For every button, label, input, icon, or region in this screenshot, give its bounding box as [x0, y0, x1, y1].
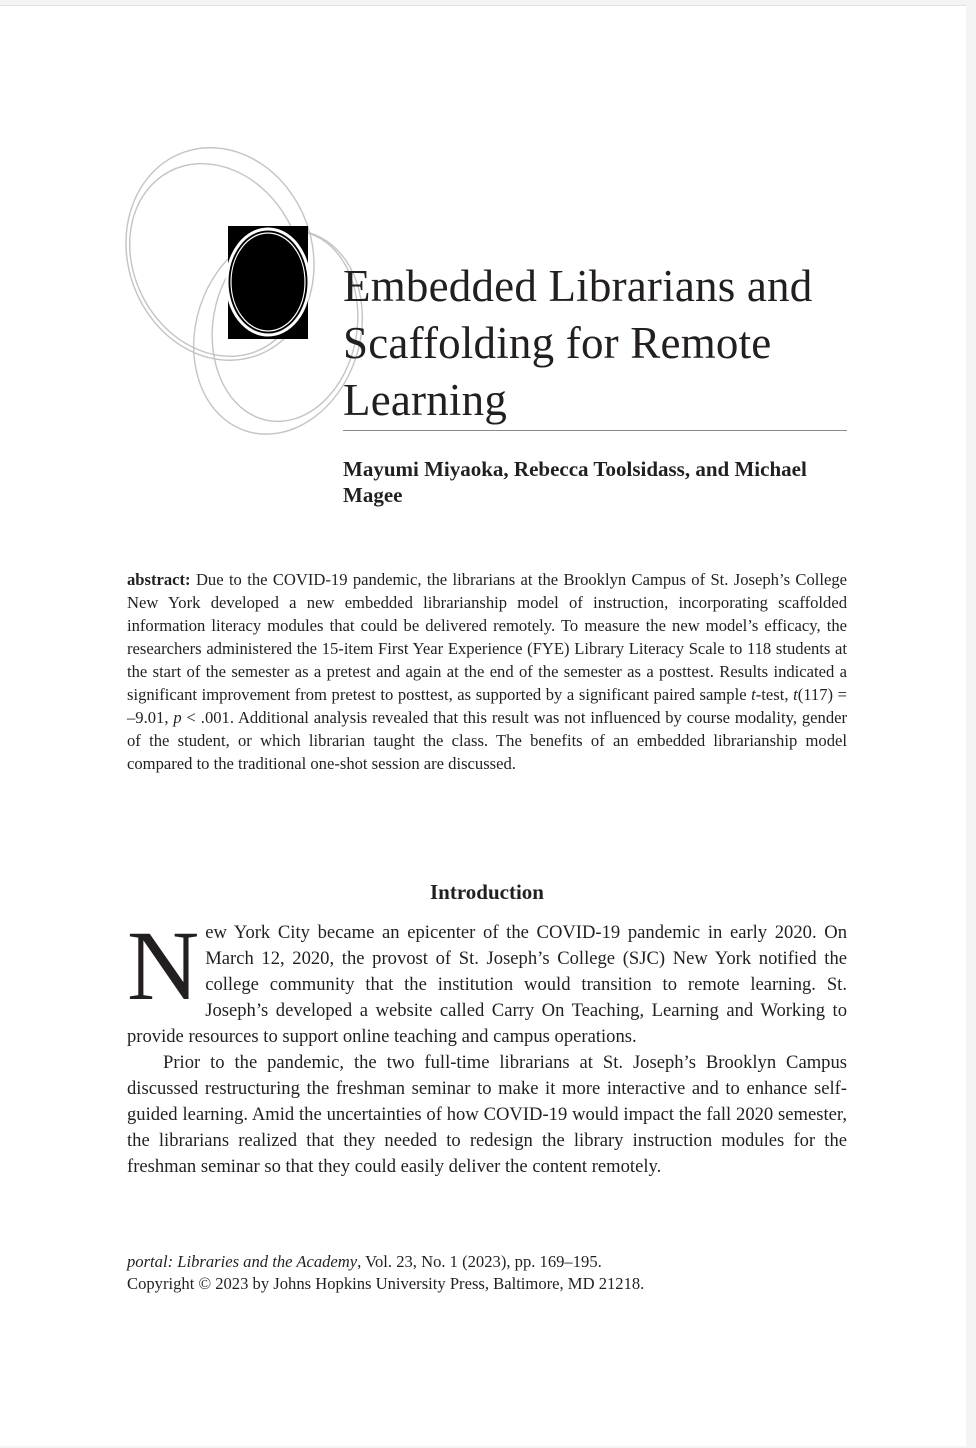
journal-citation — [127, 1251, 847, 1273]
intro-paragraph-1 — [127, 910, 847, 1050]
abstract-label: abstract: — [127, 570, 191, 589]
intro-paragraph-1-text: ew York City became an epicenter of the COVID-19 pandemic in early 2020. On March 12, 2020, the provost of St. Joseph’s College (SJC) New York notified the college community that the institution would transition to remote learning. St. Joseph’s developed a website called Carry On Teaching, Learning and Working to provide resources to support online teaching and campus operations. — [127, 922, 847, 1047]
abstract-text-4: < .001. Additional analysis revealed that this result was not influenced by course modality, gender of the student, or which librarian taught the class. The benefits of an embedded librarianship model compared to the traditional one-shot session are discussed. — [127, 708, 848, 773]
abstract-p-italic: p — [173, 708, 182, 727]
introduction-body — [127, 910, 847, 1180]
article-title: Embedded Librarians and Scaffolding for Remote Learning — [343, 261, 813, 425]
title-divider — [343, 430, 847, 431]
article-authors: Mayumi Miyaoka, Rebecca Toolsidass, and Michael Magee — [343, 457, 807, 507]
citation-footer — [127, 1251, 847, 1295]
abstract-text-1: Due to the COVID-19 pandemic, the librarians at the Brooklyn Campus of St. Joseph’s College New York developed a new embedded librarianship model of instruction, incorporating scaffolded information literacy modules that could be delivered remotely. To measure the new model’s efficacy, the researchers administered the 15-item First Year Experience (FYE) Library Literacy Scale to 118 students at the start of the semester as a pretest and again at the end of the semester as a posttest. Results indicated a significant improvement from pretest to posttest, as supported by a significant paired sample — [127, 570, 847, 704]
abstract-t-italic: t — [751, 685, 756, 704]
journal-name: portal: Libraries and the Academy — [127, 1252, 358, 1271]
article-page — [0, 5, 966, 1446]
intro-paragraph-2: Prior to the pandemic, the two full-time librarians at St. Joseph’s Brooklyn Campus discussed restructuring the freshman seminar to make it more interactive and to enhance self-guided learning. Amid the uncertainties of how COVID-19 would impact the fall 2020 semester, the librarians realized that they needed to redesign the library instruction modules for the freshman seminar so that they could easily deliver the content remotely. — [127, 1052, 847, 1177]
copyright-line: Copyright © 2023 by Johns Hopkins University Press, Baltimore, MD 21218. — [127, 1274, 645, 1293]
abstract-text-3: (117) = –9.01, — [127, 685, 847, 727]
drop-cap-letter: N — [127, 910, 200, 1021]
abstract-t-stat-italic: t — [793, 685, 798, 704]
abstract-text-2: -test, — [755, 685, 794, 704]
citation-details: , Vol. 23, No. 1 (2023), pp. 169–195. — [357, 1252, 602, 1271]
abstract — [127, 568, 847, 775]
section-heading-introduction: Introduction — [430, 880, 544, 904]
